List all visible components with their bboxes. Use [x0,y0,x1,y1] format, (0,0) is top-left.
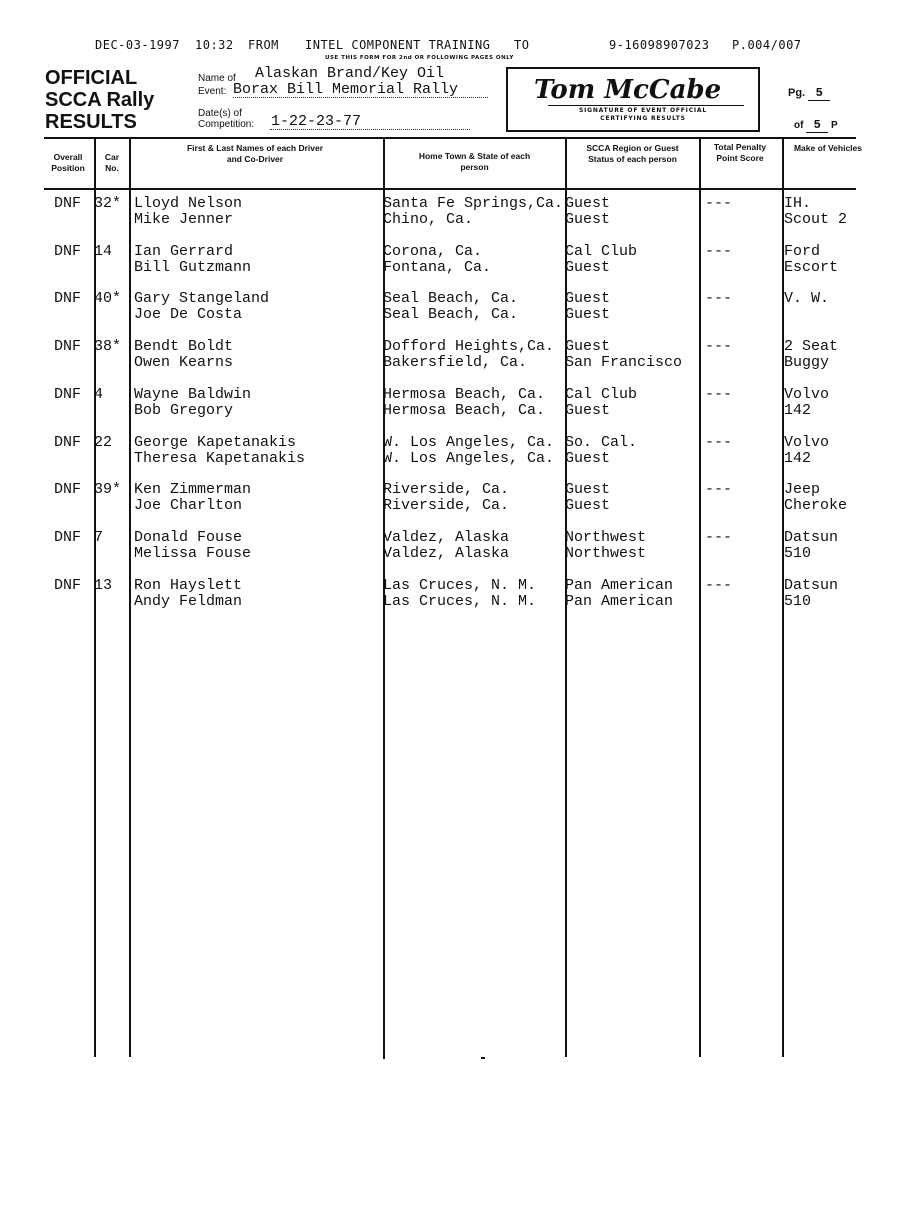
signature-box [506,67,760,132]
cell-make-line-1: Volvo [784,434,830,451]
cell-make-line-2: 510 [784,545,812,562]
cell-make-line-1: IH. [784,196,812,212]
cell-make-line-2: Buggy [784,355,830,372]
cell-make-line-2: 142 [784,402,812,419]
cell-names-line-2: Mike Jenner [134,212,234,228]
fax-to-number: 9-16098907023 [609,38,710,52]
date-underline [270,129,470,130]
cell-names-line-1: Ron Hayslett [134,577,243,594]
cell-make-line-1: Datsun [784,577,839,594]
cell-region-line-1: Northwest [565,529,647,546]
cell-hometown-line-1: Corona, Ca. [383,243,483,260]
cell-hometown-line-1: W. Los Angeles, Ca. [383,434,555,451]
signature: Tom McCabe [534,75,722,105]
cell-names-line-1: George Kapetanakis [134,434,297,451]
cell-names-line-2: Owen Kearns [134,355,234,372]
cell-score: --- [705,386,733,403]
cell-region-line-2: Guest [565,498,611,515]
cell-score: --- [705,577,733,594]
cell-make-line-2: Cheroke [784,498,848,515]
page-indicator [788,86,868,101]
cell-position: DNF [54,529,82,546]
cell-names-line-2: Joe De Costa [134,307,243,324]
cell-make-line-1: Datsun [784,529,839,546]
cell-position: DNF [54,291,82,308]
cell-car-number: 4 [94,386,104,403]
fax-date: DEC-03-1997 [95,38,180,52]
cell-hometown-line-1: Las Cruces, N. M. [383,577,537,594]
name-of-value: Alaskan Brand/Key Oil [255,65,445,82]
form-logo [45,67,195,133]
signature-caption-line-1: SIGNATURE OF EVENT OFFICIAL [578,107,707,114]
signature-line [548,105,744,106]
cell-score: --- [705,243,733,260]
cell-hometown-line-2: Riverside, Ca. [383,498,510,515]
cell-hometown-line-1: Valdez, Alaska [383,529,510,546]
logo-line-scca-rally: SCCA Rally [45,89,155,111]
cell-car-number: 40* [94,291,122,308]
cell-car-number: 13 [94,577,113,594]
cell-region-line-2: Guest [565,259,611,276]
fax-page: P.004/007 [732,38,802,52]
fax-time: 10:32 [195,38,234,52]
cell-region-line-1: Guest [565,339,611,356]
cell-region-line-1: So. Cal. [565,434,638,451]
cell-position: DNF [54,482,82,499]
col-divider-5 [699,137,701,1057]
cell-hometown-line-2: Fontana, Ca. [383,259,492,276]
cell-score: --- [705,434,733,451]
cell-region-line-2: Guest [565,307,611,324]
table-top-rule [44,137,856,139]
cell-names-line-1: Bendt Boldt [134,339,234,356]
cell-car-number: 38* [94,339,122,356]
cell-names-line-1: Wayne Baldwin [134,386,252,403]
cell-names-line-1: Gary Stangeland [134,291,270,308]
cell-names-line-2: Bob Gregory [134,402,234,419]
of-indicator [794,118,864,133]
cell-make-line-2: 142 [784,450,812,467]
cell-make-line-2: 510 [784,593,812,610]
cell-region-line-2: Guest [565,450,611,467]
cell-position: DNF [54,434,82,451]
date-label-line-1: Date(s) of [198,108,242,119]
cell-position: DNF [54,577,82,594]
cell-make-line-2: Escort [784,259,839,276]
logo-line-results: RESULTS [45,111,137,133]
cell-names-line-1: Ian Gerrard [134,243,234,260]
date-label-line-2: Competition: [198,119,255,130]
cell-make-line-1: Ford [784,243,821,260]
cell-names-line-2: Bill Gutzmann [134,259,252,276]
cell-hometown-line-1: Hermosa Beach, Ca. [383,386,546,403]
cell-region-line-1: Guest [565,482,611,499]
col-header-score: Total Penalty Point Score [713,142,767,163]
cell-hometown-line-2: Hermosa Beach, Ca. [383,402,546,419]
event-value: Borax Bill Memorial Rally [233,81,459,98]
col-header-hometown: Home Town & State of each person [418,151,531,172]
cell-region-line-1: Cal Club [565,386,638,403]
col-divider-2 [129,137,131,1057]
cell-make-line-1: 2 Seat [784,339,839,356]
cell-hometown-line-2: Las Cruces, N. M. [383,593,537,610]
cell-hometown-line-2: Bakersfield, Ca. [383,355,528,372]
cell-names-line-1: Lloyd Nelson [134,196,243,212]
pg-label: Pg. [788,87,806,99]
cell-names-line-2: Andy Feldman [134,593,243,610]
form-top-note: USE THIS FORM FOR 2nd OR FOLLOWING PAGES ONLY [325,55,514,61]
col-divider-1 [94,137,96,1057]
cell-hometown-line-2: Valdez, Alaska [383,545,510,562]
fax-from-label: FROM [248,38,279,52]
cell-car-number: 14 [94,243,113,260]
cell-score: --- [705,291,733,308]
cell-position: DNF [54,243,82,260]
date-label [198,108,254,130]
cell-hometown-line-2: Chino, Ca. [383,212,474,228]
cell-region-line-1: Cal Club [565,243,638,260]
of-label: of [794,120,804,131]
cell-position: DNF [54,339,82,356]
col-header-make: Make of Vehicles [793,143,863,153]
cell-car-number: 32* [94,196,122,212]
cell-score: --- [705,196,733,212]
cell-region-line-1: Guest [565,291,611,308]
cell-position: DNF [54,196,82,212]
cell-names-line-2: Theresa Kapetanakis [134,450,306,467]
cell-make-line-1: Volvo [784,386,830,403]
cell-hometown-line-1: Seal Beach, Ca. [383,291,519,308]
date-value: 1-22-23-77 [271,113,362,130]
col-header-position: Overall Position [51,152,85,173]
cell-names-line-1: Ken Zimmerman [134,482,252,499]
cell-names-line-2: Melissa Fouse [134,545,252,562]
cell-hometown-line-2: Seal Beach, Ca. [383,307,519,324]
col-header-car: Car No. [104,152,120,173]
event-underline [233,97,488,98]
of-value: 5 [806,118,828,133]
header-bottom-rule [44,188,856,190]
cell-names-line-1: Donald Fouse [134,529,243,546]
cell-make-line-1: Jeep [784,482,821,499]
cell-make-line-2: Scout 2 [784,212,848,228]
cell-score: --- [705,339,733,356]
cell-region-line-1: Pan American [565,577,674,594]
cell-hometown-line-2: W. Los Angeles, Ca. [383,450,555,467]
fax-from: INTEL COMPONENT TRAINING [305,38,491,52]
cell-hometown-line-1: Riverside, Ca. [383,482,510,499]
cell-car-number: 39* [94,482,122,499]
cell-region-line-2: Pan American [565,593,674,610]
signature-caption [538,107,748,123]
cell-car-number: 7 [94,529,104,546]
fax-to-label: TO [514,38,530,52]
fax-header [95,38,815,54]
col-header-region: SCCA Region or Guest Status of each person [586,143,679,164]
cell-names-line-2: Joe Charlton [134,498,243,515]
signature-caption-line-2: CERTIFYING RESULTS [600,115,686,122]
cell-region-line-2: Guest [565,212,611,228]
pg-value: 5 [808,86,830,101]
cell-score: --- [705,482,733,499]
cell-car-number: 22 [94,434,113,451]
cell-region-line-2: Northwest [565,545,647,562]
scan-speck [481,1057,485,1059]
cell-region-line-2: Guest [565,402,611,419]
cell-position: DNF [54,386,82,403]
name-of-label: Name of [198,73,236,84]
cell-region-line-2: San Francisco [565,355,683,372]
event-label: Event: [198,86,227,97]
cell-score: --- [705,529,733,546]
cell-region-line-1: Guest [565,196,611,212]
cell-make-line-1: V. W. [784,291,830,308]
of-suffix: P [831,120,838,131]
cell-hometown-line-1: Santa Fe Springs,Ca. [383,196,564,212]
logo-line-official: OFFICIAL [45,67,138,89]
cell-hometown-line-1: Dofford Heights,Ca. [383,339,555,356]
col-header-names: First & Last Names of each Driver and Co-Driver [186,143,324,164]
